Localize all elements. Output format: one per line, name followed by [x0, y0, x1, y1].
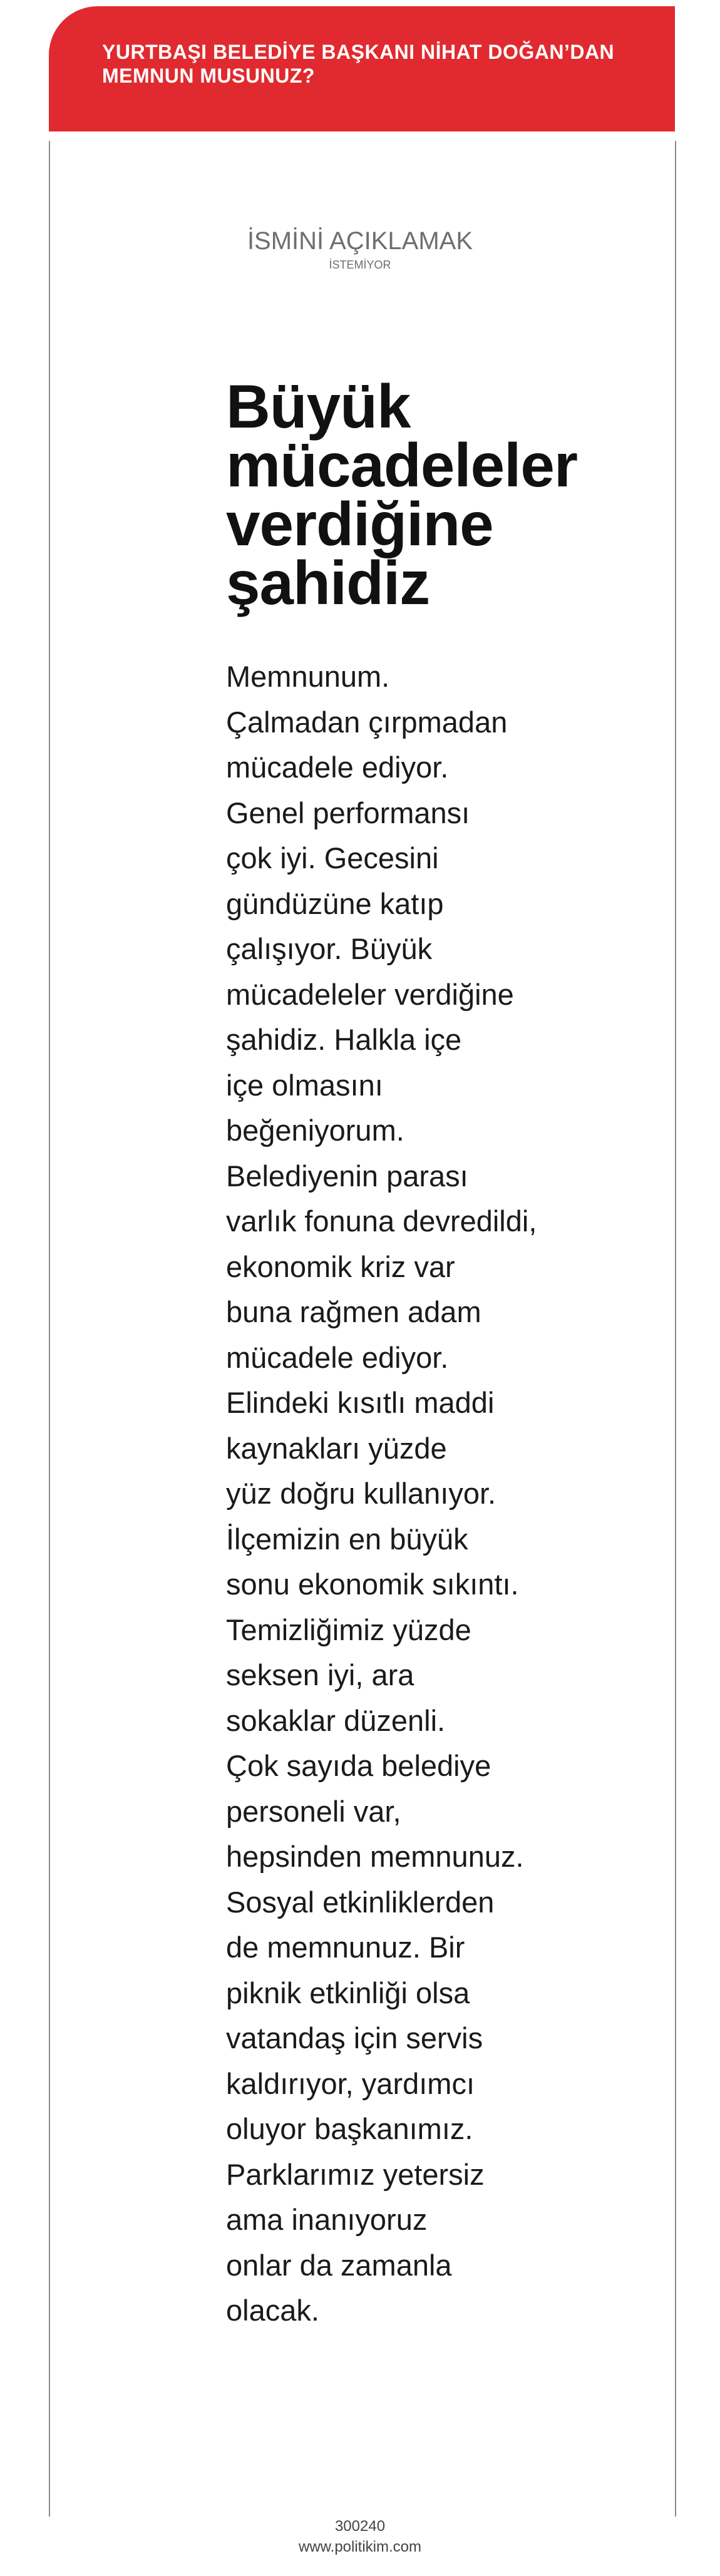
- article-line: varlık fonuna devredildi,: [226, 1204, 537, 1238]
- article-line: çok iyi. Gecesini: [226, 841, 439, 875]
- article-body: [226, 654, 602, 2334]
- article-line: ama inanıyoruz: [226, 2203, 428, 2236]
- article-line: kaldırıyor, yardımcı: [226, 2066, 475, 2100]
- article-line: İlçemizin en büyük: [226, 1522, 468, 1556]
- article-line: Elindeki kısıtlı maddi: [226, 1386, 495, 1419]
- article-line: sonu ekonomik sıkıntı.: [226, 1568, 519, 1601]
- article-line: Belediyenin parası: [226, 1159, 468, 1193]
- article-line: mücadeleler verdiğine: [226, 977, 514, 1011]
- respondent-subtitle: İSTEMİYOR: [329, 259, 391, 271]
- banner-title: YURTBAŞI BELEDİYE BAŞKANI NİHAT DOĞAN’DAN MEMNUN MUSUNUZ?: [102, 41, 615, 87]
- article-line: Çalmadan çırpmadan: [226, 705, 508, 739]
- respondent-name: İSMİNİ AÇIKLAMAK: [247, 227, 473, 255]
- article-line: Temizliğimiz yüzde: [226, 1613, 471, 1646]
- footer-website: www.politikim.com: [298, 2538, 422, 2555]
- left-divider: [49, 141, 50, 2517]
- article-line: mücadele ediyor.: [226, 751, 449, 784]
- headline: Büyük mücadeleler verdiğine şahidiz: [226, 372, 577, 617]
- article-line: vatandaş için servis: [226, 2021, 483, 2055]
- article-line: Memnunum.: [226, 660, 390, 693]
- article-line: piknik etkinliği olsa: [226, 1976, 470, 2009]
- article-line: ekonomik kriz var: [226, 1250, 455, 1283]
- article-line: içe olmasını: [226, 1068, 383, 1102]
- footer-code: 300240: [334, 2518, 386, 2535]
- article-line: Sosyal etkinliklerden: [226, 1885, 495, 1919]
- article-line: personeli var,: [226, 1794, 401, 1828]
- article-line: de memnunuz. Bir: [226, 1931, 465, 1964]
- article-line: gündüzüne katıp: [226, 886, 444, 920]
- article-line: yüz doğru kullanıyor.: [226, 1477, 496, 1510]
- article-line: olacak.: [226, 2294, 319, 2327]
- article-line: Parklarımız yetersiz: [226, 2157, 485, 2191]
- article-line: onlar da zamanla: [226, 2248, 452, 2282]
- right-divider: [675, 141, 676, 2517]
- article-line: Çok sayıda belediye: [226, 1749, 491, 1782]
- article-line: buna rağmen adam: [226, 1295, 481, 1328]
- article-line: beğeniyorum.: [226, 1114, 404, 1147]
- article-line: sokaklar düzenli.: [226, 1703, 446, 1737]
- article-line: hepsinden memnunuz.: [226, 1840, 524, 1873]
- article-line: kaynakları yüzde: [226, 1431, 447, 1465]
- article-line: şahidiz. Halkla içe: [226, 1023, 462, 1056]
- article-line: çalışıyor. Büyük: [226, 932, 433, 965]
- article-line: mücadele ediyor.: [226, 1340, 449, 1374]
- question-banner: [49, 6, 675, 131]
- article-line: oluyor başkanımız.: [226, 2112, 473, 2145]
- article-line: seksen iyi, ara: [226, 1658, 414, 1691]
- article-line: Genel performansı: [226, 796, 470, 829]
